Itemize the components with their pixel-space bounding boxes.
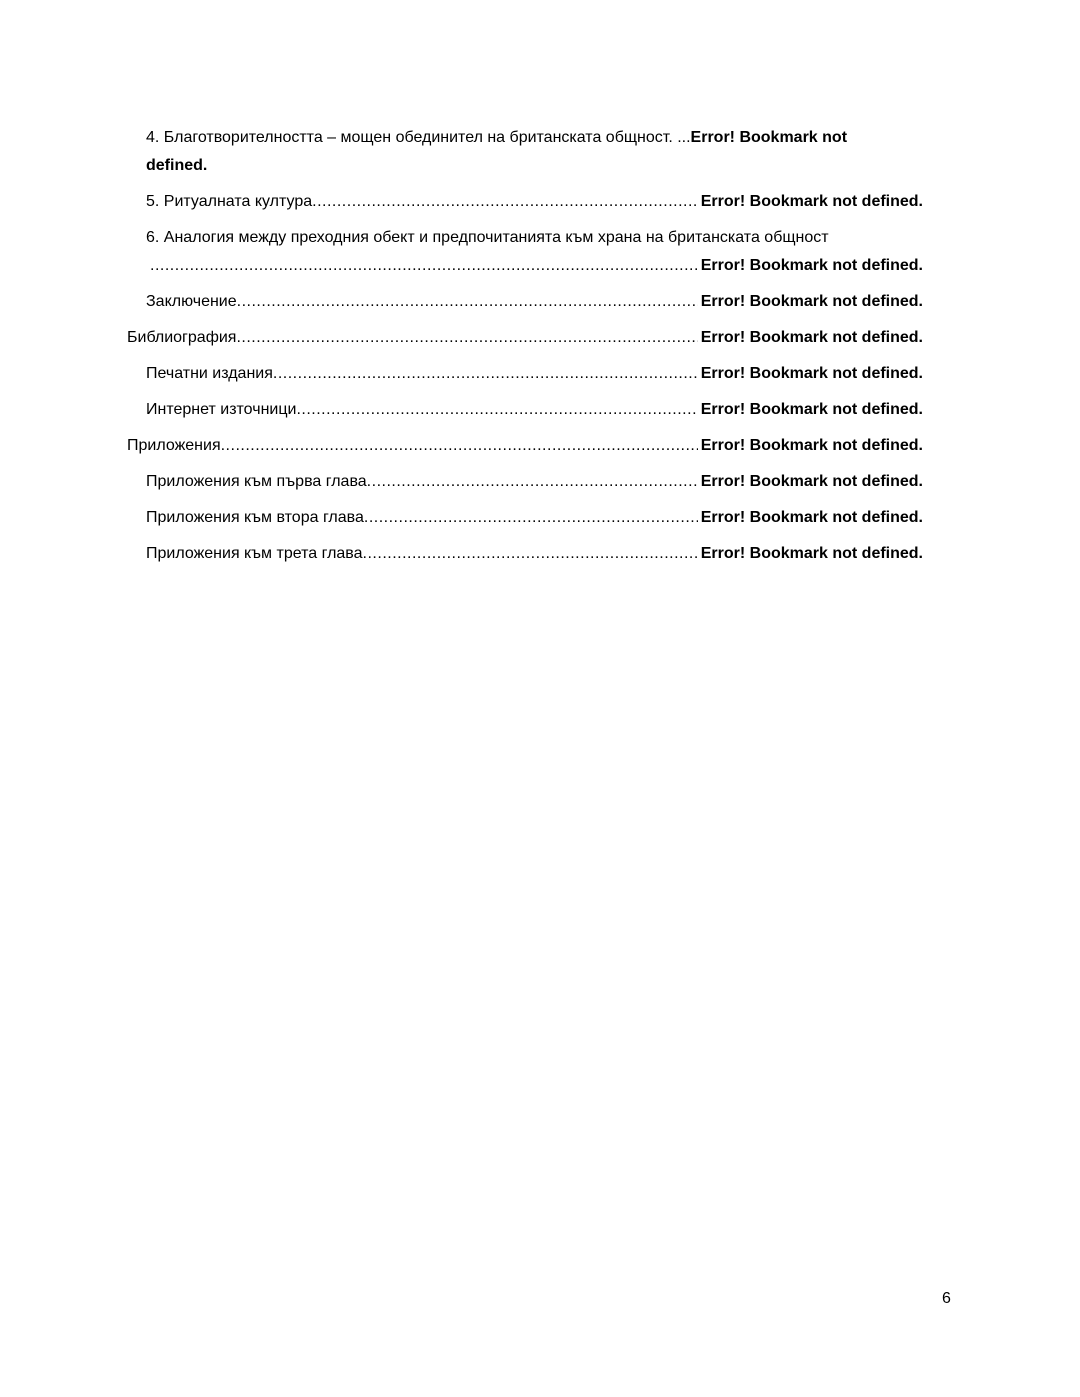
toc-entry-ref-continued: defined.: [146, 157, 208, 174]
toc-entry-print-publications[interactable]: [127, 360, 923, 388]
table-of-contents: [127, 124, 923, 576]
toc-entry-internet-sources[interactable]: [127, 396, 923, 424]
toc-entry-conclusion[interactable]: [127, 288, 923, 316]
toc-entry-ref: Error! Bookmark not defined.: [700, 365, 923, 382]
toc-leader-dots: [146, 252, 698, 280]
toc-leader-dots: [237, 288, 698, 316]
toc-entry-ref: Error! Bookmark not defined.: [700, 329, 923, 346]
toc-entry-label: 4. Благотворителността – мощен обединител на британската общност. ...: [146, 129, 691, 146]
toc-entry-appendix-chapter-3[interactable]: [127, 540, 923, 568]
toc-entry-ref: Error! Bookmark not defined.: [700, 509, 923, 526]
toc-entry-label: Библиография: [127, 329, 237, 346]
toc-entry-appendices[interactable]: [127, 432, 923, 460]
toc-entry-charity[interactable]: [127, 124, 923, 180]
toc-entry-label: Приложения: [127, 437, 221, 454]
toc-entry-label: Приложения към първа глава: [146, 473, 367, 490]
toc-leader-dots: [367, 468, 698, 496]
toc-leader-dots: [296, 396, 697, 424]
toc-entry-label: 5. Ритуалната култура: [146, 193, 313, 210]
toc-entry-label: Приложения към трета глава: [146, 545, 363, 562]
toc-entry-ref: Error! Bookmark not defined.: [700, 545, 923, 562]
toc-entry-label: 6. Аналогия между преходния обект и предпочитанията към храна на британската общност: [146, 229, 829, 246]
toc-leader-dots: [273, 360, 698, 388]
toc-leader-dots: [364, 504, 698, 532]
toc-entry-label: Приложения към втора глава: [146, 509, 364, 526]
toc-entry-label: Печатни издания: [146, 365, 273, 382]
toc-entry-ref: Error! Bookmark not defined.: [700, 437, 923, 454]
toc-leader-dots: [236, 324, 697, 352]
toc-entry-ritual-culture[interactable]: [127, 188, 923, 216]
toc-entry-ref: Error! Bookmark not: [690, 129, 848, 146]
toc-entry-ref: Error! Bookmark not defined.: [700, 473, 923, 490]
toc-entry-ref: Error! Bookmark not defined.: [700, 257, 923, 274]
toc-entry-analogy[interactable]: [127, 224, 923, 280]
page-number: 6: [942, 1290, 951, 1307]
toc-leader-dots: [312, 188, 698, 216]
toc-entry-label: Заключение: [146, 293, 237, 310]
toc-entry-ref: Error! Bookmark not defined.: [700, 293, 923, 310]
toc-leader-dots: [221, 432, 698, 460]
toc-leader-dots: [363, 540, 698, 568]
toc-entry-ref: Error! Bookmark not defined.: [700, 401, 923, 418]
toc-entry-ref: Error! Bookmark not defined.: [700, 193, 923, 210]
toc-entry-appendix-chapter-2[interactable]: [127, 504, 923, 532]
toc-entry-bibliography[interactable]: [127, 324, 923, 352]
toc-entry-appendix-chapter-1[interactable]: [127, 468, 923, 496]
toc-entry-label: Интернет източници: [146, 401, 297, 418]
